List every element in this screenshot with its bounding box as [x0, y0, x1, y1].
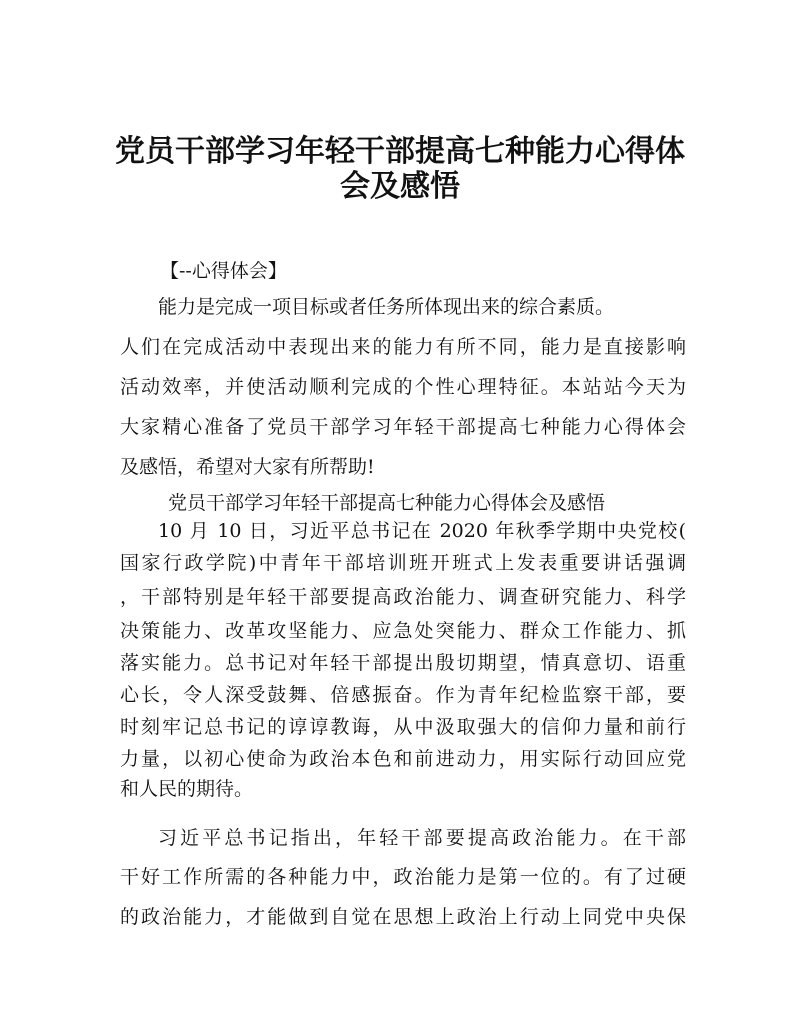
intro-line-4: 大家精心准备了党员干部学习年轻干部提高七种能力心得体会 [120, 416, 686, 438]
document-title-line-1: 党员干部学习年轻干部提高七种能力心得体 [115, 134, 685, 169]
document-title-line-2: 会及感悟 [340, 169, 460, 204]
article-subtitle: 党员干部学习年轻干部提高七种能力心得体会及感悟 [168, 492, 606, 514]
paragraph-1-line-6: 心长，令人深受鼓舞、倍感振奋。作为青年纪检监察干部，要 [120, 684, 686, 706]
paragraph-1-line-4: 决策能力、改革攻坚能力、应急处突能力、群众工作能力、抓 [120, 620, 686, 642]
section-label: 【--心得体会】 [160, 260, 287, 282]
intro-line-3: 活动效率，并使活动顺利完成的个性心理特征。本站站今天为 [120, 376, 686, 398]
intro-line-5: 及感悟，希望对大家有所帮助! [120, 456, 375, 478]
paragraph-1-line-1: 10 月 10 日，习近平总书记在 2020 年秋季学期中央党校( [158, 520, 686, 542]
paragraph-1-line-7: 时刻牢记总书记的谆谆教诲，从中汲取强大的信仰力量和前行 [120, 716, 686, 738]
intro-line-1: 能力是完成一项目标或者任务所体现出来的综合素质。 [158, 296, 615, 318]
paragraph-1-line-2: 国家行政学院)中青年干部培训班开班式上发表重要讲话强调 [120, 552, 686, 574]
paragraph-2-line-1: 习近平总书记指出，年轻干部要提高政治能力。在干部 [158, 827, 686, 849]
intro-line-2: 人们在完成活动中表现出来的能力有所不同，能力是直接影响 [120, 336, 686, 358]
paragraph-1-line-5: 落实能力。总书记对年轻干部提出殷切期望，情真意切、语重 [120, 652, 686, 674]
paragraph-1-line-8: 力量，以初心使命为政治本色和前进动力，用实际行动回应党 [120, 748, 686, 770]
paragraph-1-line-9: 和人民的期待。 [120, 778, 254, 800]
paragraph-2-line-2: 干好工作所需的各种能力中，政治能力是第一位的。有了过硬 [120, 866, 686, 888]
paragraph-2-line-3: 的政治能力，才能做到自觉在思想上政治上行动上同党中央保 [120, 906, 686, 928]
paragraph-1-line-3: ，干部特别是年轻干部要提高政治能力、调查研究能力、科学 [120, 586, 686, 608]
